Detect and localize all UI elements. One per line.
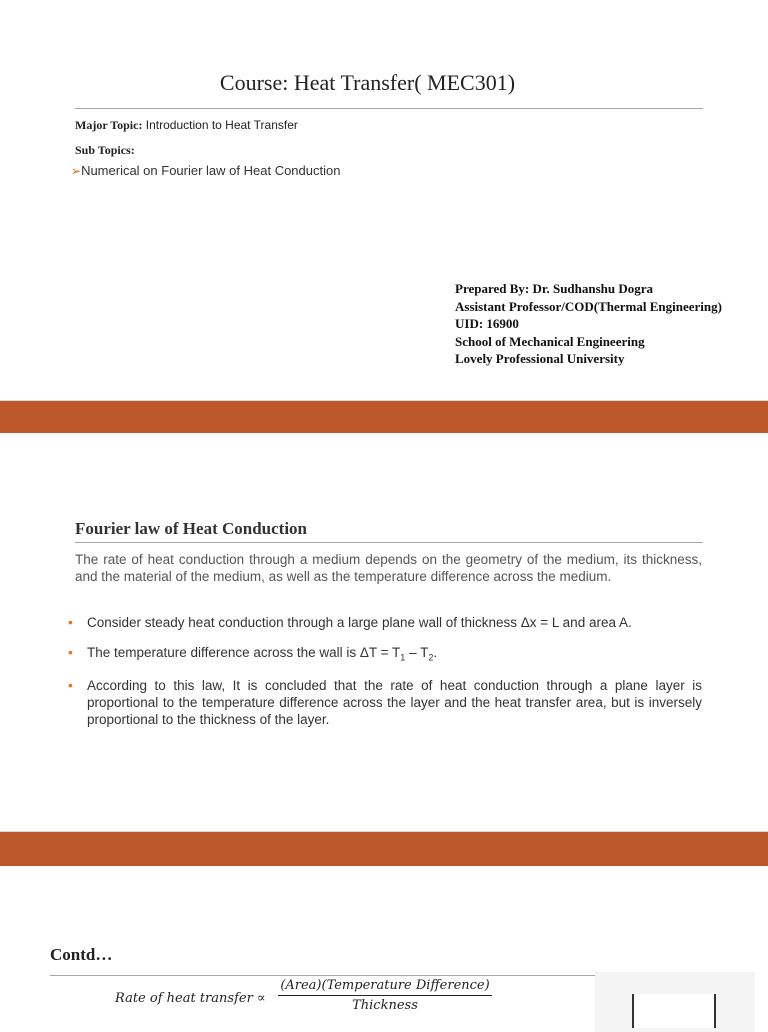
plane-wall-diagram	[632, 994, 716, 1028]
formula-numerator: (Area)(Temperature Difference)	[278, 978, 492, 996]
bullet-text: According to this law, It is concluded that the rate of heat conduction through a plane layer is proportional to the temperature difference across the layer and the heat transfer area, but is inversely proportional to the thickness of the layer.	[87, 677, 702, 727]
course-title: Course: Heat Transfer( MEC301)	[219, 70, 516, 95]
prepared-by-block	[455, 280, 722, 368]
bullet-text: .	[433, 645, 438, 660]
slide-3-heading: Contd…	[50, 945, 113, 964]
formula-lhs: Rate of heat transfer ∝	[115, 991, 266, 1006]
bullet-text: Consider steady heat conduction through a large plane wall of thickness Δx = L and area A.	[87, 615, 632, 630]
bullet-text: The temperature difference across the wall is ΔT = T	[87, 645, 401, 660]
formula-denominator: Thickness	[352, 998, 418, 1013]
title-rule	[75, 108, 703, 109]
sub-topics-label: Sub Topics:	[75, 143, 135, 157]
uid-line: UID: 16900	[455, 316, 519, 331]
designation-line: Assistant Professor/COD(Thermal Engineering)	[455, 298, 722, 314]
slide-2-footer-band	[0, 831, 768, 866]
slide-2-rule	[75, 542, 703, 543]
slide-2-paragraph: The rate of heat conduction through a medium depends on the geometry of the medium, its thickness, and the material of the medium, as well as the temperature difference across the medium.	[75, 552, 702, 584]
sub-topic-item	[71, 163, 340, 178]
bullet-dot-icon: •	[68, 676, 73, 693]
subscript: 1	[400, 652, 406, 663]
slide-1	[0, 0, 768, 400]
subscript: 2	[428, 652, 434, 663]
slide-2-heading: Fourier law of Heat Conduction	[75, 519, 308, 538]
prepared-by-line: Prepared By: Dr. Sudhanshu Dogra	[455, 281, 654, 296]
bullet-item	[68, 614, 702, 631]
bullet-text: – T	[405, 645, 429, 660]
bullet-dot-icon: •	[68, 644, 73, 660]
bullet-item	[68, 644, 702, 667]
sub-topic-text: Numerical on Fourier law of Heat Conduction	[81, 163, 341, 178]
slide-1-footer-band	[0, 400, 768, 433]
bullet-dot-icon: •	[68, 614, 73, 630]
major-topic-value: Introduction to Heat Transfer	[142, 118, 298, 132]
arrow-bullet-icon: ➢	[71, 164, 82, 178]
slide-2-bullets	[68, 614, 702, 738]
university-line: Lovely Professional University	[455, 351, 625, 366]
school-line: School of Mechanical Engineering	[455, 333, 645, 349]
formula-fraction	[278, 978, 492, 1013]
major-topic	[75, 118, 298, 133]
bullet-item	[68, 677, 702, 728]
major-topic-label: Major Topic:	[75, 118, 143, 132]
